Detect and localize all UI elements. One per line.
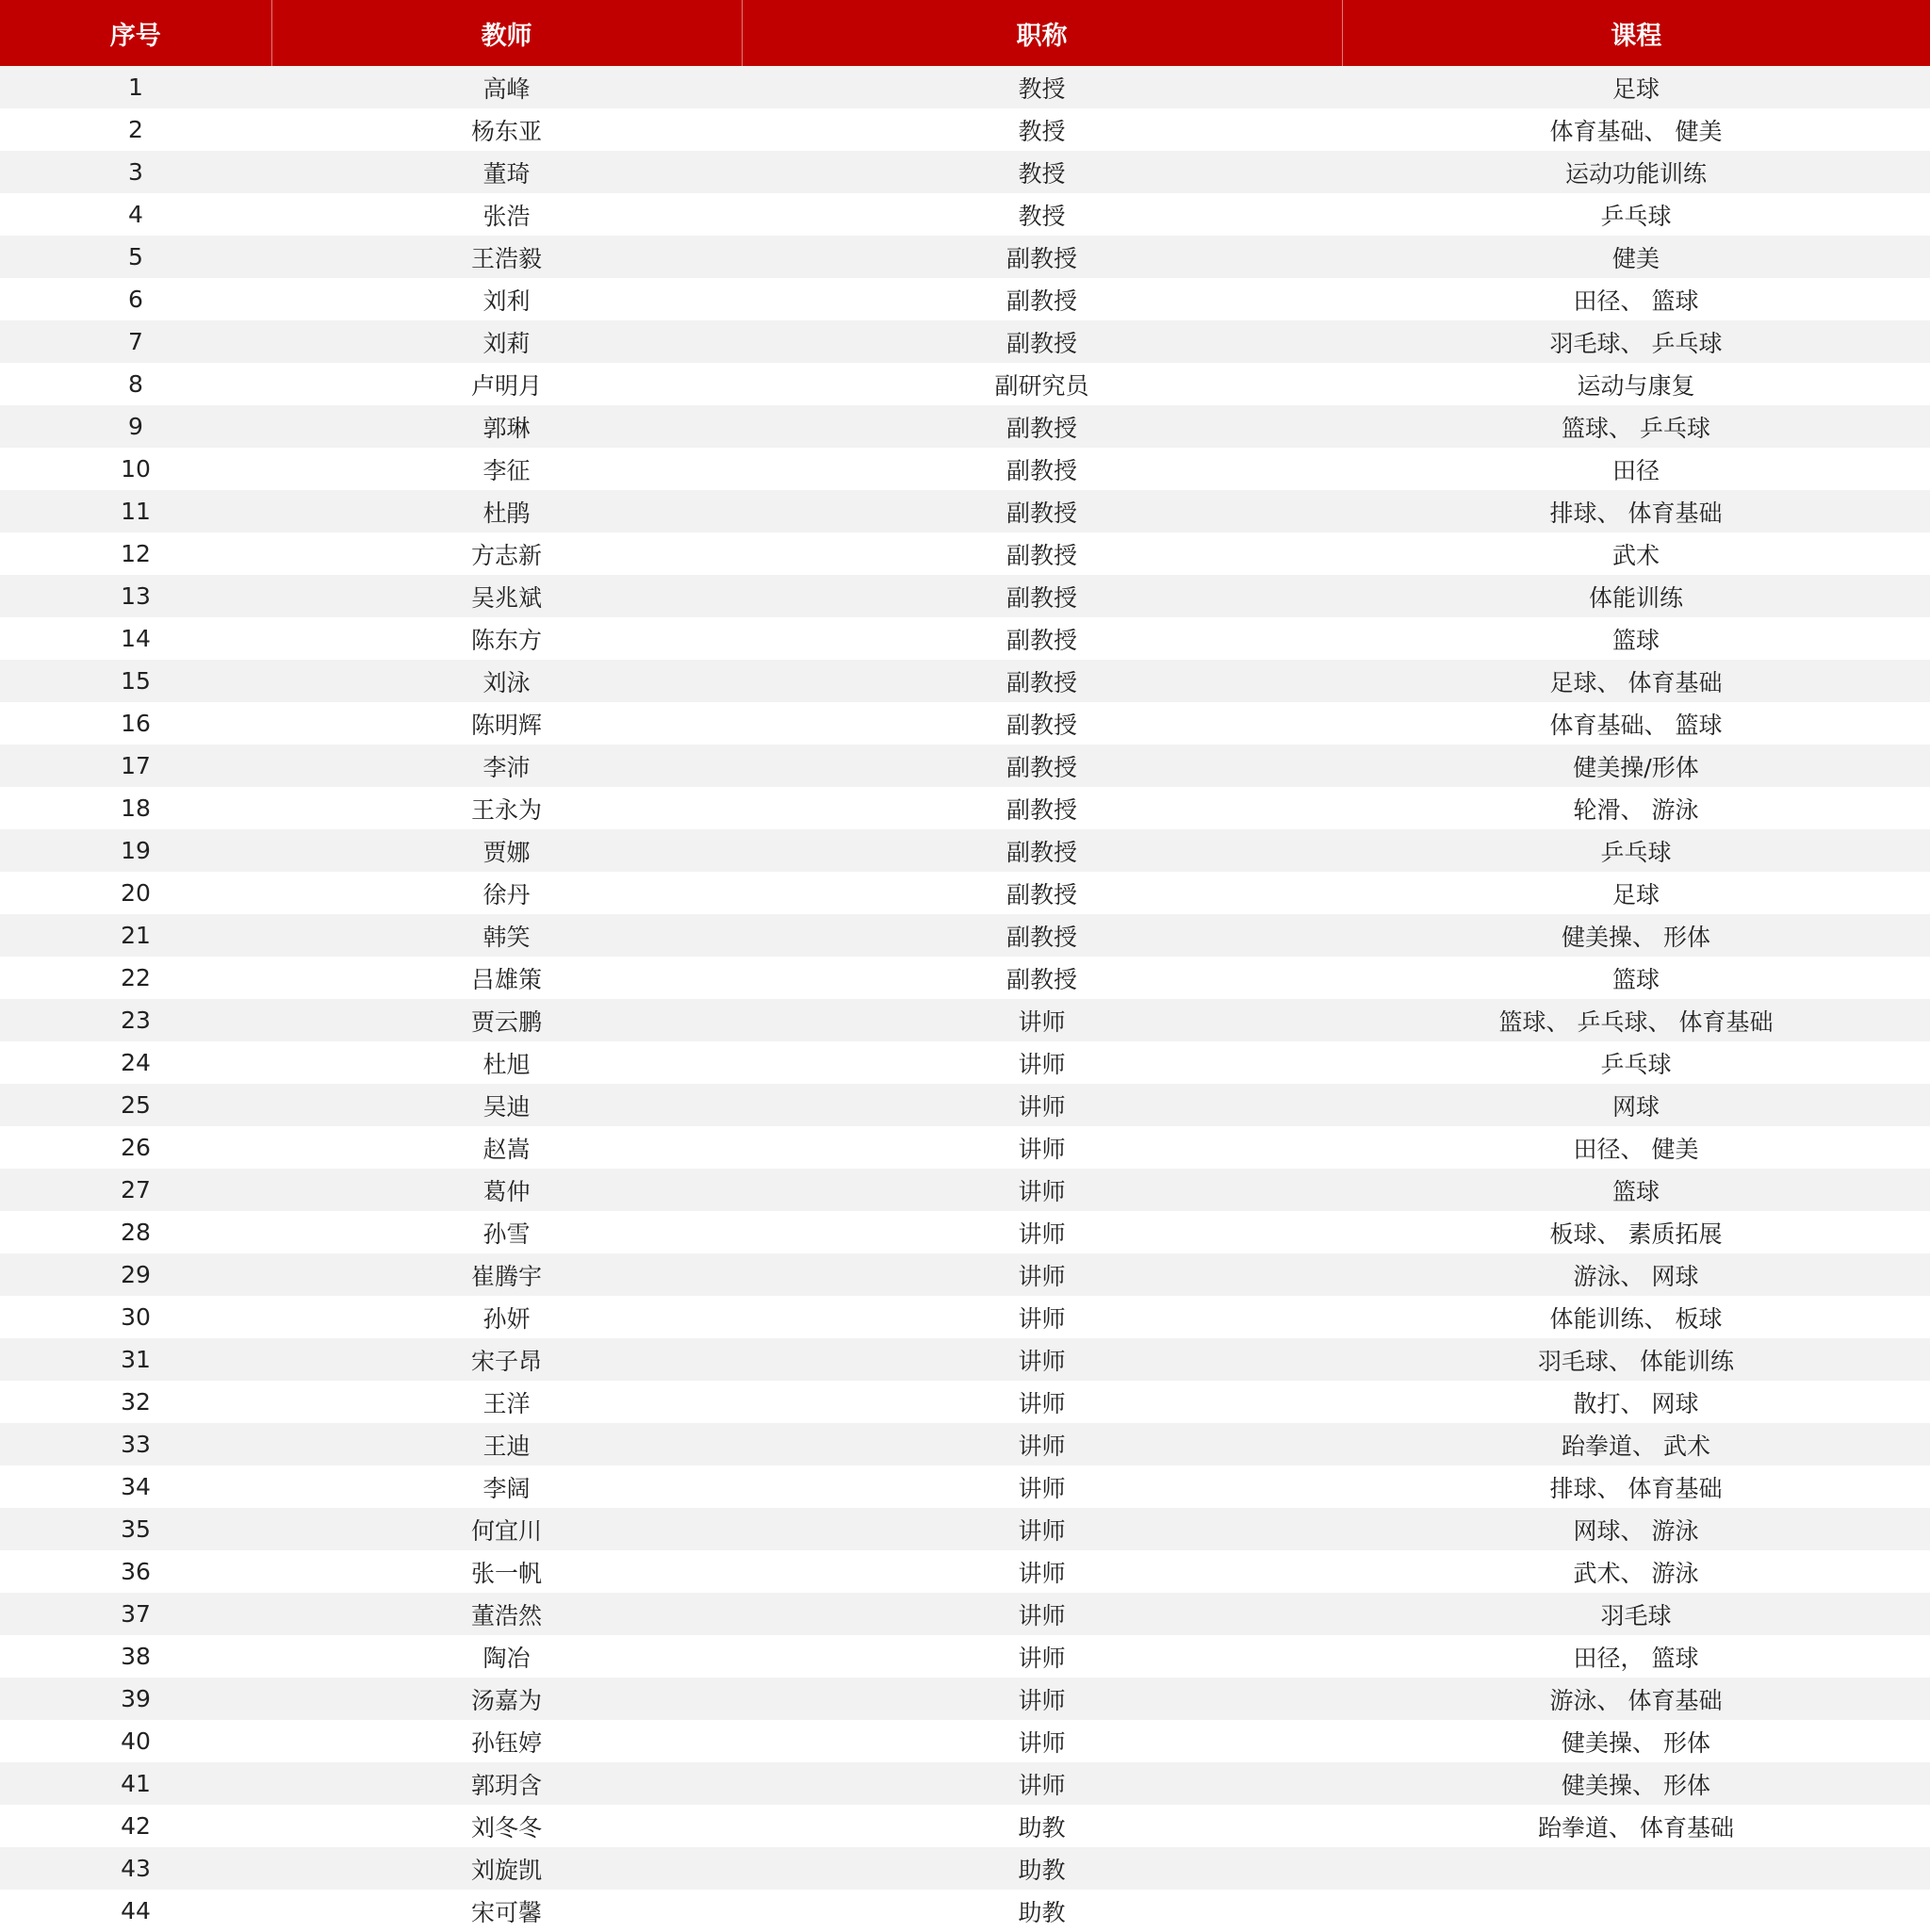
cell-teacher: 杨东亚 [271, 108, 742, 151]
cell-index: 44 [0, 1890, 271, 1932]
cell-teacher: 刘冬冬 [271, 1805, 742, 1847]
cell-teacher: 张一帆 [271, 1550, 742, 1593]
table-row [0, 278, 1930, 320]
cell-teacher: 李阔 [271, 1465, 742, 1508]
cell-index: 37 [0, 1593, 271, 1635]
cell-course: 武术 [1342, 532, 1930, 575]
cell-index: 17 [0, 745, 271, 787]
cell-title: 副教授 [742, 236, 1342, 278]
cell-teacher: 方志新 [271, 532, 742, 575]
cell-course: 健美操、 形体 [1342, 914, 1930, 957]
cell-course: 排球、 体育基础 [1342, 490, 1930, 532]
cell-title: 副教授 [742, 787, 1342, 829]
cell-title: 副教授 [742, 617, 1342, 660]
cell-index: 5 [0, 236, 271, 278]
cell-course: 田径、 健美 [1342, 1126, 1930, 1169]
cell-course: 篮球 [1342, 957, 1930, 999]
cell-title: 讲师 [742, 1084, 1342, 1126]
cell-index: 35 [0, 1508, 271, 1550]
cell-course: 乒乓球 [1342, 193, 1930, 236]
cell-index: 21 [0, 914, 271, 957]
cell-title: 讲师 [742, 1253, 1342, 1296]
cell-title: 教授 [742, 66, 1342, 108]
cell-teacher: 李沛 [271, 745, 742, 787]
cell-title: 助教 [742, 1847, 1342, 1890]
table-row [0, 363, 1930, 405]
table-row [0, 575, 1930, 617]
cell-title: 副教授 [742, 829, 1342, 872]
cell-title: 讲师 [742, 1635, 1342, 1678]
cell-index: 14 [0, 617, 271, 660]
table-row [0, 872, 1930, 914]
table-row [0, 1465, 1930, 1508]
cell-index: 25 [0, 1084, 271, 1126]
table-row [0, 829, 1930, 872]
cell-title: 副教授 [742, 745, 1342, 787]
cell-index: 36 [0, 1550, 271, 1593]
table-row [0, 1720, 1930, 1762]
cell-course: 体能训练 [1342, 575, 1930, 617]
cell-teacher: 贾云鹏 [271, 999, 742, 1041]
cell-course: 运动功能训练 [1342, 151, 1930, 193]
cell-course: 田径， 篮球 [1342, 1635, 1930, 1678]
cell-course: 乒乓球 [1342, 1041, 1930, 1084]
cell-title: 讲师 [742, 1423, 1342, 1465]
cell-course: 网球、 游泳 [1342, 1508, 1930, 1550]
table-row [0, 1041, 1930, 1084]
cell-course: 足球、 体育基础 [1342, 660, 1930, 702]
cell-teacher: 王洋 [271, 1381, 742, 1423]
table-row [0, 702, 1930, 745]
table-row [0, 999, 1930, 1041]
cell-index: 27 [0, 1169, 271, 1211]
cell-course: 健美操、 形体 [1342, 1720, 1930, 1762]
cell-title: 副教授 [742, 490, 1342, 532]
cell-course: 跆拳道、 武术 [1342, 1423, 1930, 1465]
cell-course: 游泳、 体育基础 [1342, 1678, 1930, 1720]
table-row [0, 914, 1930, 957]
cell-title: 教授 [742, 108, 1342, 151]
cell-teacher: 卢明月 [271, 363, 742, 405]
cell-course: 体育基础、 健美 [1342, 108, 1930, 151]
table-row [0, 193, 1930, 236]
cell-index: 38 [0, 1635, 271, 1678]
cell-title: 副教授 [742, 872, 1342, 914]
cell-teacher: 杜鹃 [271, 490, 742, 532]
cell-teacher: 宋子昂 [271, 1338, 742, 1381]
cell-teacher: 董琦 [271, 151, 742, 193]
cell-course: 健美操/形体 [1342, 745, 1930, 787]
cell-index: 24 [0, 1041, 271, 1084]
cell-title: 副教授 [742, 448, 1342, 490]
cell-course: 轮滑、 游泳 [1342, 787, 1930, 829]
cell-title: 讲师 [742, 1593, 1342, 1635]
cell-title: 讲师 [742, 1338, 1342, 1381]
table-row [0, 957, 1930, 999]
cell-course: 篮球、 乒乓球、 体育基础 [1342, 999, 1930, 1041]
table-row [0, 532, 1930, 575]
cell-course: 武术、 游泳 [1342, 1550, 1930, 1593]
cell-index: 2 [0, 108, 271, 151]
cell-index: 33 [0, 1423, 271, 1465]
table-row [0, 1423, 1930, 1465]
cell-title: 教授 [742, 151, 1342, 193]
cell-title: 讲师 [742, 999, 1342, 1041]
cell-course: 羽毛球、 乒乓球 [1342, 320, 1930, 363]
cell-teacher: 高峰 [271, 66, 742, 108]
table-row [0, 66, 1930, 108]
cell-teacher: 王迪 [271, 1423, 742, 1465]
table-row [0, 236, 1930, 278]
cell-teacher: 郭玥含 [271, 1762, 742, 1805]
cell-teacher: 孙妍 [271, 1296, 742, 1338]
cell-teacher: 吕雄策 [271, 957, 742, 999]
cell-index: 20 [0, 872, 271, 914]
cell-teacher: 吴迪 [271, 1084, 742, 1126]
cell-course: 田径、 篮球 [1342, 278, 1930, 320]
cell-course: 羽毛球 [1342, 1593, 1930, 1635]
cell-course: 体能训练、 板球 [1342, 1296, 1930, 1338]
cell-title: 副教授 [742, 320, 1342, 363]
cell-index: 31 [0, 1338, 271, 1381]
cell-index: 18 [0, 787, 271, 829]
cell-index: 22 [0, 957, 271, 999]
cell-course: 篮球 [1342, 617, 1930, 660]
cell-index: 15 [0, 660, 271, 702]
table-row [0, 405, 1930, 448]
cell-index: 16 [0, 702, 271, 745]
cell-teacher: 刘旋凯 [271, 1847, 742, 1890]
cell-title: 助教 [742, 1890, 1342, 1932]
cell-title: 副教授 [742, 914, 1342, 957]
cell-teacher: 贾娜 [271, 829, 742, 872]
table-row [0, 448, 1930, 490]
table-row [0, 1253, 1930, 1296]
cell-title: 副教授 [742, 660, 1342, 702]
cell-teacher: 宋可馨 [271, 1890, 742, 1932]
table-row [0, 1805, 1930, 1847]
cell-index: 3 [0, 151, 271, 193]
cell-title: 讲师 [742, 1465, 1342, 1508]
table-row [0, 108, 1930, 151]
table-row [0, 1296, 1930, 1338]
cell-title: 助教 [742, 1805, 1342, 1847]
table-row [0, 1635, 1930, 1678]
cell-teacher: 陈明辉 [271, 702, 742, 745]
cell-title: 副研究员 [742, 363, 1342, 405]
cell-course: 板球、 素质拓展 [1342, 1211, 1930, 1253]
table-row [0, 617, 1930, 660]
table-row [0, 1678, 1930, 1720]
cell-title: 副教授 [742, 405, 1342, 448]
cell-teacher: 徐丹 [271, 872, 742, 914]
cell-course: 排球、 体育基础 [1342, 1465, 1930, 1508]
cell-index: 43 [0, 1847, 271, 1890]
column-header-teacher: 教师 [271, 0, 742, 66]
column-header-index: 序号 [0, 0, 271, 66]
header-row [0, 0, 1930, 66]
table-row [0, 1211, 1930, 1253]
cell-teacher: 孙钰婷 [271, 1720, 742, 1762]
cell-title: 讲师 [742, 1762, 1342, 1805]
cell-course: 篮球、 乒乓球 [1342, 405, 1930, 448]
table-row [0, 320, 1930, 363]
cell-teacher: 王永为 [271, 787, 742, 829]
cell-course: 健美 [1342, 236, 1930, 278]
cell-course: 健美操、 形体 [1342, 1762, 1930, 1805]
cell-teacher: 赵嵩 [271, 1126, 742, 1169]
cell-title: 讲师 [742, 1041, 1342, 1084]
cell-course: 足球 [1342, 872, 1930, 914]
cell-title: 副教授 [742, 575, 1342, 617]
cell-teacher: 陶冶 [271, 1635, 742, 1678]
table-row [0, 1550, 1930, 1593]
cell-index: 8 [0, 363, 271, 405]
cell-course: 跆拳道、 体育基础 [1342, 1805, 1930, 1847]
cell-teacher: 董浩然 [271, 1593, 742, 1635]
cell-title: 讲师 [742, 1169, 1342, 1211]
cell-title: 讲师 [742, 1550, 1342, 1593]
cell-index: 41 [0, 1762, 271, 1805]
cell-index: 19 [0, 829, 271, 872]
cell-teacher: 孙雪 [271, 1211, 742, 1253]
cell-index: 7 [0, 320, 271, 363]
table-row [0, 660, 1930, 702]
table-row [0, 1847, 1930, 1890]
cell-index: 4 [0, 193, 271, 236]
cell-teacher: 陈东方 [271, 617, 742, 660]
cell-course: 羽毛球、 体能训练 [1342, 1338, 1930, 1381]
cell-course: 体育基础、 篮球 [1342, 702, 1930, 745]
cell-index: 39 [0, 1678, 271, 1720]
cell-index: 26 [0, 1126, 271, 1169]
cell-teacher: 郭琳 [271, 405, 742, 448]
table-header [0, 0, 1930, 66]
cell-teacher: 张浩 [271, 193, 742, 236]
cell-teacher: 刘泳 [271, 660, 742, 702]
cell-index: 12 [0, 532, 271, 575]
table-row [0, 490, 1930, 532]
cell-teacher: 李征 [271, 448, 742, 490]
cell-course: 乒乓球 [1342, 829, 1930, 872]
cell-index: 6 [0, 278, 271, 320]
cell-teacher: 韩笑 [271, 914, 742, 957]
cell-title: 副教授 [742, 278, 1342, 320]
cell-index: 30 [0, 1296, 271, 1338]
cell-course: 篮球 [1342, 1169, 1930, 1211]
cell-teacher: 崔腾宇 [271, 1253, 742, 1296]
cell-title: 讲师 [742, 1381, 1342, 1423]
table-row [0, 1381, 1930, 1423]
cell-index: 42 [0, 1805, 271, 1847]
cell-course: 足球 [1342, 66, 1930, 108]
cell-index: 32 [0, 1381, 271, 1423]
cell-teacher: 刘利 [271, 278, 742, 320]
cell-title: 讲师 [742, 1126, 1342, 1169]
cell-teacher: 何宜川 [271, 1508, 742, 1550]
cell-title: 讲师 [742, 1678, 1342, 1720]
cell-index: 40 [0, 1720, 271, 1762]
cell-course [1342, 1847, 1930, 1890]
cell-course: 游泳、 网球 [1342, 1253, 1930, 1296]
cell-title: 副教授 [742, 532, 1342, 575]
cell-teacher: 杜旭 [271, 1041, 742, 1084]
column-header-title: 职称 [742, 0, 1342, 66]
table-row [0, 1126, 1930, 1169]
table-row [0, 1890, 1930, 1932]
cell-title: 讲师 [742, 1720, 1342, 1762]
cell-title: 讲师 [742, 1211, 1342, 1253]
cell-index: 13 [0, 575, 271, 617]
column-header-course: 课程 [1342, 0, 1930, 66]
cell-teacher: 王浩毅 [271, 236, 742, 278]
cell-course: 网球 [1342, 1084, 1930, 1126]
table-row [0, 745, 1930, 787]
table-row [0, 1338, 1930, 1381]
cell-index: 34 [0, 1465, 271, 1508]
cell-title: 讲师 [742, 1508, 1342, 1550]
cell-index: 9 [0, 405, 271, 448]
cell-teacher: 葛仲 [271, 1169, 742, 1211]
table-row [0, 1084, 1930, 1126]
table-row [0, 151, 1930, 193]
cell-course: 田径 [1342, 448, 1930, 490]
cell-title: 副教授 [742, 957, 1342, 999]
table-body [0, 66, 1930, 1932]
cell-teacher: 汤嘉为 [271, 1678, 742, 1720]
cell-index: 29 [0, 1253, 271, 1296]
table-row [0, 1762, 1930, 1805]
cell-title: 副教授 [742, 702, 1342, 745]
table-row [0, 1169, 1930, 1211]
cell-course: 散打、 网球 [1342, 1381, 1930, 1423]
cell-index: 28 [0, 1211, 271, 1253]
cell-teacher: 刘莉 [271, 320, 742, 363]
cell-index: 11 [0, 490, 271, 532]
cell-teacher: 吴兆斌 [271, 575, 742, 617]
table-row [0, 787, 1930, 829]
cell-index: 1 [0, 66, 271, 108]
cell-index: 10 [0, 448, 271, 490]
cell-title: 教授 [742, 193, 1342, 236]
cell-index: 23 [0, 999, 271, 1041]
cell-course [1342, 1890, 1930, 1932]
cell-course: 运动与康复 [1342, 363, 1930, 405]
table-row [0, 1508, 1930, 1550]
table-row [0, 1593, 1930, 1635]
cell-title: 讲师 [742, 1296, 1342, 1338]
